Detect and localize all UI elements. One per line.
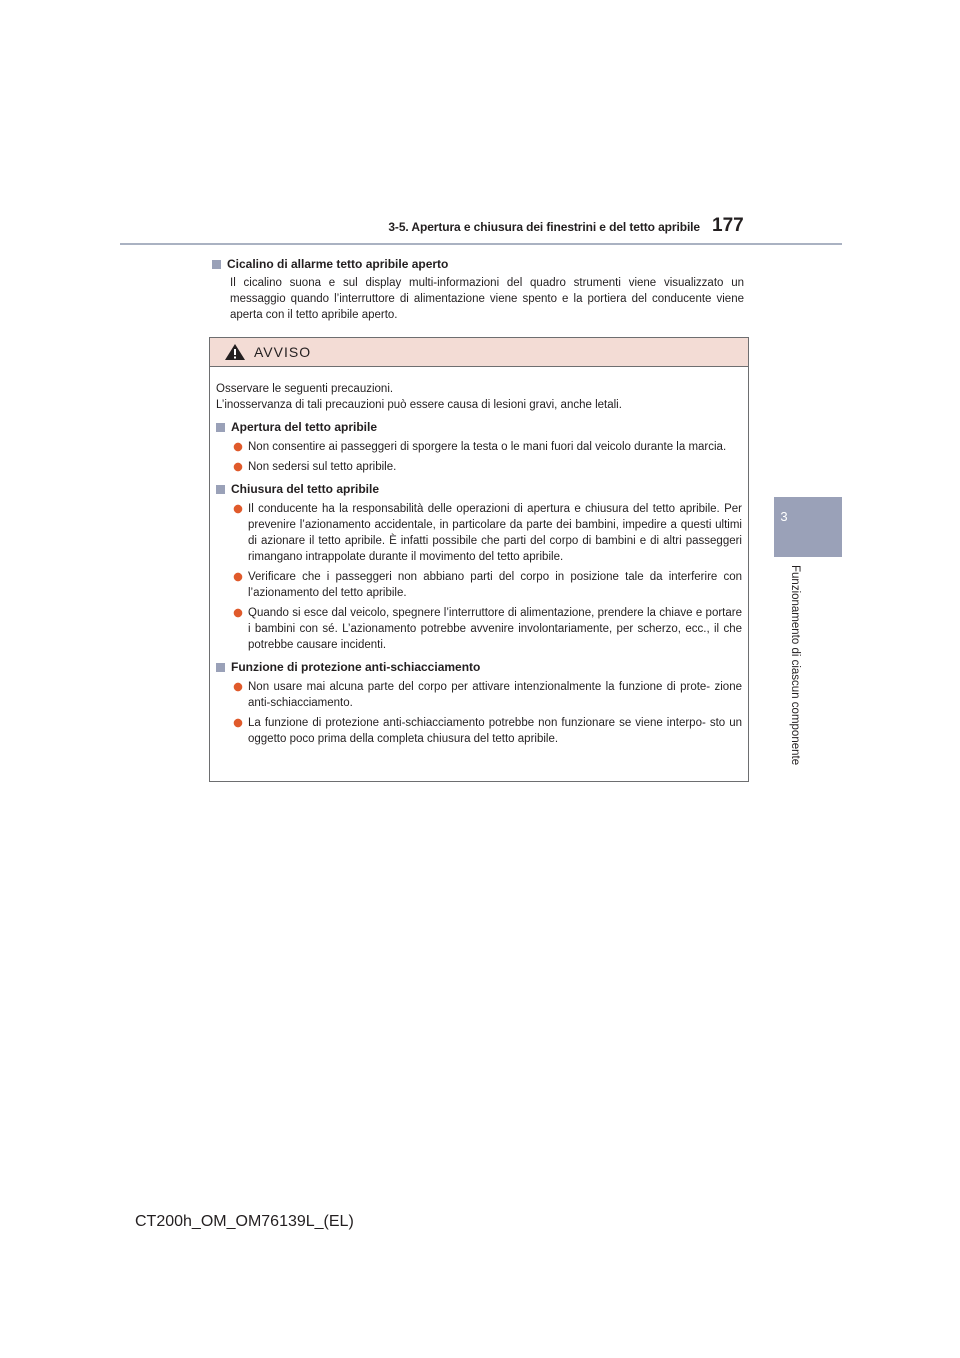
page-number: 177 <box>712 215 744 236</box>
warning-header <box>210 338 748 367</box>
warning-intro-line: L’inosservanza di tali precauzioni può essere causa di lesioni gravi, anche letali. <box>216 399 622 411</box>
warning-body <box>210 367 748 747</box>
chapter-tab <box>774 497 842 557</box>
bullet-icon <box>234 683 243 692</box>
chapter-title-vertical: Funzionamento di ciascun componente <box>789 565 801 766</box>
warning-item-text: La funzione di protezione anti-schiacciamento potrebbe non funzionare se viene interpo- sto un oggetto poco prima della completa chiusura del tetto apribile. <box>248 717 742 745</box>
intro-section <box>212 257 744 323</box>
bullet-icon <box>234 463 243 472</box>
warning-section-heading <box>216 659 742 675</box>
square-marker-icon <box>216 485 225 494</box>
bullet-icon <box>234 443 243 452</box>
warning-intro <box>216 381 742 413</box>
chapter-number: 3 <box>780 509 788 524</box>
header-rule <box>120 243 842 245</box>
warning-title: AVVISO <box>254 344 312 360</box>
section-heading-text: Apertura del tetto apribile <box>231 420 378 434</box>
warning-intro-line: Osservare le seguenti precauzioni. <box>216 383 394 395</box>
warning-item-text: Non sedersi sul tetto apribile. <box>248 461 397 473</box>
section-heading-text: Funzione di protezione anti-schiacciamento <box>231 660 481 674</box>
warning-item-text: Verificare che i passeggeri non abbiano parti del corpo in posizione tale da interferire con l’azionamento del tetto apribile. <box>248 571 742 599</box>
warning-item-text: Quando si esce dal veicolo, spegnere l’interruttore di alimentazione, prendere la chiave e portare i bambini con sé. L’azionamento potrebbe avvenire involontariamente, per scherzo, ecc., il che potrebbe causare incidenti. <box>248 607 742 651</box>
warning-item-text: Il conducente ha la responsabilità delle operazioni di apertura e chiusura del tetto apribile. Per prevenire l’azionamento accidentale, in particolare da parte dei bambini, impedire a questi ultimi di azionare il tetto apribile. È infatti possibile che parti del corpo di bambini e di altri passeggeri rimangano intrappolate durante il movimento del tetto apribile. <box>248 503 742 563</box>
warning-section-heading <box>216 481 742 497</box>
intro-heading-text: Cicalino di allarme tetto apribile aperto <box>227 257 449 271</box>
warning-item <box>232 459 742 475</box>
warning-triangle-icon <box>224 343 246 361</box>
warning-item <box>232 715 742 747</box>
warning-item <box>232 569 742 601</box>
warning-item-text: Non usare mai alcuna parte del corpo per attivare intenzionalmente la funzione di prote- zione anti-schiacciamento. <box>248 681 742 709</box>
bullet-icon <box>234 719 243 728</box>
document-code: CT200h_OM_OM76139L_(EL) <box>135 1213 354 1230</box>
warning-item <box>232 605 742 653</box>
bullet-icon <box>234 609 243 618</box>
bullet-icon <box>234 573 243 582</box>
warning-item-text: Non consentire ai passeggeri di sporgere la testa o le mani fuori dal veicolo durante la marcia. <box>248 441 727 453</box>
bullet-icon <box>234 505 243 514</box>
warning-item <box>232 679 742 711</box>
square-marker-icon <box>216 423 225 432</box>
square-marker-icon <box>216 663 225 672</box>
warning-item <box>232 501 742 565</box>
warning-box <box>209 337 749 782</box>
running-header-title: 3-5. Apertura e chiusura dei finestrini e del tetto apribile <box>388 220 700 234</box>
warning-section-heading <box>216 419 742 435</box>
intro-paragraph: Il cicalino suona e sul display multi-informazioni del quadro strumenti viene visualizzato un messaggio quando l’interruttore di alimentazione viene spento e la portiera del conducente viene aperta con il tetto apribile aperto. <box>230 277 744 321</box>
section-heading-text: Chiusura del tetto apribile <box>231 482 380 496</box>
square-marker-icon <box>212 260 221 269</box>
intro-heading <box>212 257 744 271</box>
warning-item <box>232 439 742 455</box>
